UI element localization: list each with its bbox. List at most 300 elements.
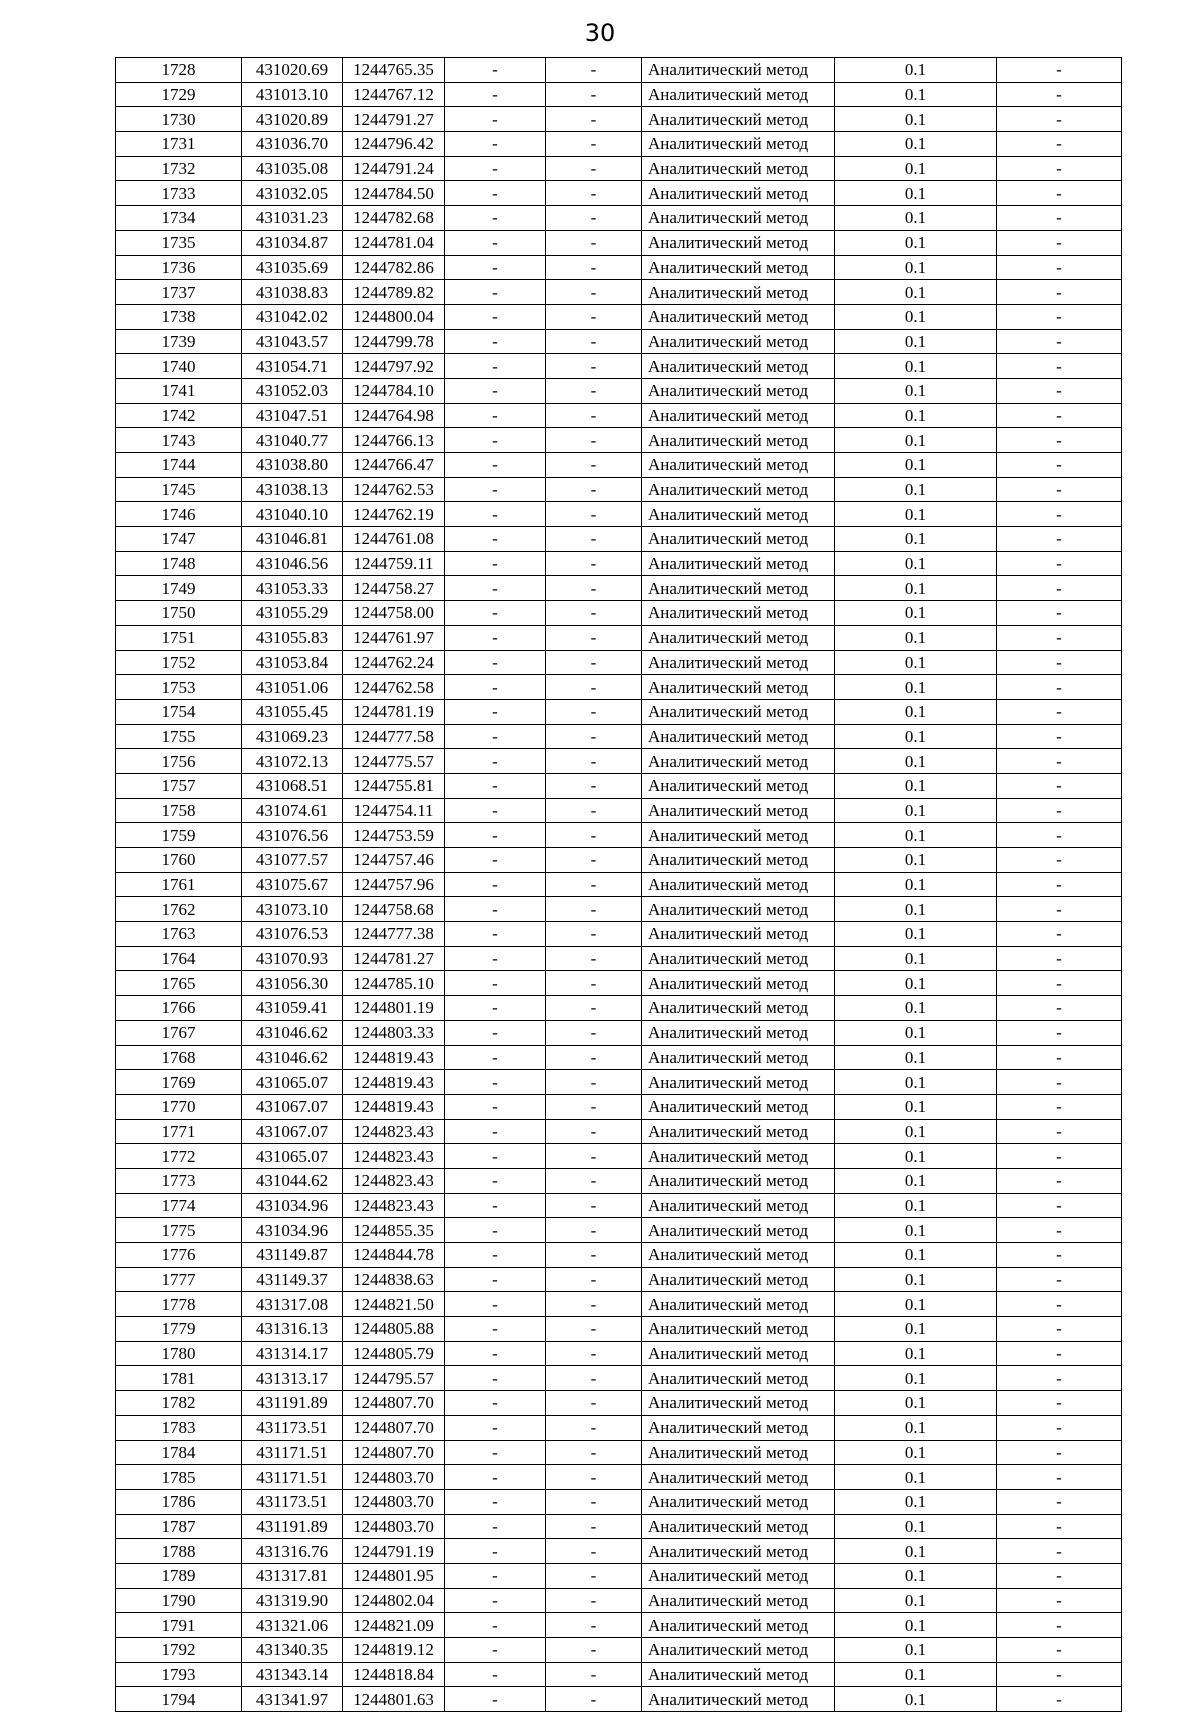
precision-cell: 0.1 bbox=[835, 946, 997, 971]
dash-cell: - bbox=[445, 650, 546, 675]
dash-cell: - bbox=[445, 1218, 546, 1243]
x-coordinate-cell: 431056.30 bbox=[242, 971, 343, 996]
x-coordinate-cell: 431035.69 bbox=[242, 255, 343, 280]
method-cell: Аналитический метод bbox=[642, 156, 835, 181]
dash-cell: - bbox=[546, 1094, 642, 1119]
page-number: 30 bbox=[584, 19, 616, 47]
precision-cell: 0.1 bbox=[835, 675, 997, 700]
dash-cell: - bbox=[445, 551, 546, 576]
dash-cell: - bbox=[445, 1070, 546, 1095]
dash-cell: - bbox=[445, 206, 546, 231]
dash-cell: - bbox=[445, 280, 546, 305]
dash-cell: - bbox=[445, 749, 546, 774]
dash-cell: - bbox=[546, 1465, 642, 1490]
precision-cell: 0.1 bbox=[835, 1119, 997, 1144]
y-coordinate-cell: 1244758.68 bbox=[343, 897, 445, 922]
dash-cell: - bbox=[546, 453, 642, 478]
method-cell: Аналитический метод bbox=[642, 971, 835, 996]
precision-cell: 0.1 bbox=[835, 1292, 997, 1317]
precision-cell: 0.1 bbox=[835, 971, 997, 996]
method-cell: Аналитический метод bbox=[642, 354, 835, 379]
dash-cell: - bbox=[997, 1391, 1122, 1416]
point-number-cell: 1780 bbox=[116, 1341, 242, 1366]
precision-cell: 0.1 bbox=[835, 1563, 997, 1588]
dash-cell: - bbox=[997, 551, 1122, 576]
y-coordinate-cell: 1244762.58 bbox=[343, 675, 445, 700]
table-row bbox=[116, 1588, 1122, 1613]
dash-cell: - bbox=[546, 1070, 642, 1095]
dash-cell: - bbox=[546, 650, 642, 675]
point-number-cell: 1773 bbox=[116, 1168, 242, 1193]
x-coordinate-cell: 431020.69 bbox=[242, 58, 343, 83]
precision-cell: 0.1 bbox=[835, 1193, 997, 1218]
precision-cell: 0.1 bbox=[835, 156, 997, 181]
dash-cell: - bbox=[445, 132, 546, 157]
x-coordinate-cell: 431316.76 bbox=[242, 1539, 343, 1564]
y-coordinate-cell: 1244762.24 bbox=[343, 650, 445, 675]
x-coordinate-cell: 431340.35 bbox=[242, 1638, 343, 1663]
table-row bbox=[116, 650, 1122, 675]
dash-cell: - bbox=[997, 82, 1122, 107]
dash-cell: - bbox=[546, 255, 642, 280]
point-number-cell: 1754 bbox=[116, 699, 242, 724]
table-row bbox=[116, 378, 1122, 403]
y-coordinate-cell: 1244764.98 bbox=[343, 403, 445, 428]
x-coordinate-cell: 431044.62 bbox=[242, 1168, 343, 1193]
x-coordinate-cell: 431316.13 bbox=[242, 1317, 343, 1342]
precision-cell: 0.1 bbox=[835, 1045, 997, 1070]
precision-cell: 0.1 bbox=[835, 1020, 997, 1045]
table-row bbox=[116, 1687, 1122, 1712]
dash-cell: - bbox=[445, 1045, 546, 1070]
dash-cell: - bbox=[445, 1687, 546, 1712]
dash-cell: - bbox=[445, 798, 546, 823]
y-coordinate-cell: 1244791.19 bbox=[343, 1539, 445, 1564]
method-cell: Аналитический метод bbox=[642, 1539, 835, 1564]
precision-cell: 0.1 bbox=[835, 107, 997, 132]
method-cell: Аналитический метод bbox=[642, 453, 835, 478]
y-coordinate-cell: 1244784.10 bbox=[343, 378, 445, 403]
table-row bbox=[116, 946, 1122, 971]
y-coordinate-cell: 1244785.10 bbox=[343, 971, 445, 996]
dash-cell: - bbox=[546, 1341, 642, 1366]
dash-cell: - bbox=[445, 378, 546, 403]
dash-cell: - bbox=[997, 996, 1122, 1021]
dash-cell: - bbox=[546, 551, 642, 576]
x-coordinate-cell: 431043.57 bbox=[242, 329, 343, 354]
x-coordinate-cell: 431068.51 bbox=[242, 773, 343, 798]
point-number-cell: 1788 bbox=[116, 1539, 242, 1564]
dash-cell: - bbox=[997, 1514, 1122, 1539]
dash-cell: - bbox=[997, 453, 1122, 478]
method-cell: Аналитический метод bbox=[642, 675, 835, 700]
dash-cell: - bbox=[997, 749, 1122, 774]
point-number-cell: 1745 bbox=[116, 477, 242, 502]
table-row bbox=[116, 1168, 1122, 1193]
method-cell: Аналитический метод bbox=[642, 1020, 835, 1045]
precision-cell: 0.1 bbox=[835, 1391, 997, 1416]
point-number-cell: 1774 bbox=[116, 1193, 242, 1218]
y-coordinate-cell: 1244823.43 bbox=[343, 1168, 445, 1193]
dash-cell: - bbox=[546, 1563, 642, 1588]
method-cell: Аналитический метод bbox=[642, 650, 835, 675]
table-row bbox=[116, 502, 1122, 527]
dash-cell: - bbox=[445, 848, 546, 873]
dash-cell: - bbox=[445, 1020, 546, 1045]
dash-cell: - bbox=[997, 724, 1122, 749]
table-row bbox=[116, 1243, 1122, 1268]
y-coordinate-cell: 1244844.78 bbox=[343, 1243, 445, 1268]
precision-cell: 0.1 bbox=[835, 1613, 997, 1638]
point-number-cell: 1748 bbox=[116, 551, 242, 576]
method-cell: Аналитический метод bbox=[642, 1243, 835, 1268]
precision-cell: 0.1 bbox=[835, 1588, 997, 1613]
method-cell: Аналитический метод bbox=[642, 625, 835, 650]
precision-cell: 0.1 bbox=[835, 897, 997, 922]
table-row bbox=[116, 527, 1122, 552]
dash-cell: - bbox=[445, 403, 546, 428]
y-coordinate-cell: 1244777.38 bbox=[343, 922, 445, 947]
y-coordinate-cell: 1244801.63 bbox=[343, 1687, 445, 1712]
table-row bbox=[116, 181, 1122, 206]
y-coordinate-cell: 1244765.35 bbox=[343, 58, 445, 83]
y-coordinate-cell: 1244782.86 bbox=[343, 255, 445, 280]
dash-cell: - bbox=[997, 1070, 1122, 1095]
x-coordinate-cell: 431191.89 bbox=[242, 1514, 343, 1539]
precision-cell: 0.1 bbox=[835, 1465, 997, 1490]
dash-cell: - bbox=[546, 1144, 642, 1169]
dash-cell: - bbox=[445, 502, 546, 527]
dash-cell: - bbox=[445, 971, 546, 996]
point-number-cell: 1791 bbox=[116, 1613, 242, 1638]
y-coordinate-cell: 1244762.19 bbox=[343, 502, 445, 527]
dash-cell: - bbox=[445, 1613, 546, 1638]
dash-cell: - bbox=[997, 1243, 1122, 1268]
x-coordinate-cell: 431054.71 bbox=[242, 354, 343, 379]
precision-cell: 0.1 bbox=[835, 132, 997, 157]
point-number-cell: 1734 bbox=[116, 206, 242, 231]
table-row bbox=[116, 1638, 1122, 1663]
dash-cell: - bbox=[546, 82, 642, 107]
point-number-cell: 1766 bbox=[116, 996, 242, 1021]
table-row bbox=[116, 329, 1122, 354]
y-coordinate-cell: 1244789.82 bbox=[343, 280, 445, 305]
dash-cell: - bbox=[546, 1193, 642, 1218]
x-coordinate-cell: 431074.61 bbox=[242, 798, 343, 823]
dash-cell: - bbox=[546, 1613, 642, 1638]
table-row bbox=[116, 58, 1122, 83]
precision-cell: 0.1 bbox=[835, 477, 997, 502]
table-row bbox=[116, 724, 1122, 749]
precision-cell: 0.1 bbox=[835, 502, 997, 527]
method-cell: Аналитический метод bbox=[642, 132, 835, 157]
method-cell: Аналитический метод bbox=[642, 230, 835, 255]
table-row bbox=[116, 1317, 1122, 1342]
precision-cell: 0.1 bbox=[835, 82, 997, 107]
dash-cell: - bbox=[546, 156, 642, 181]
point-number-cell: 1771 bbox=[116, 1119, 242, 1144]
precision-cell: 0.1 bbox=[835, 1144, 997, 1169]
table-row bbox=[116, 280, 1122, 305]
precision-cell: 0.1 bbox=[835, 699, 997, 724]
dash-cell: - bbox=[445, 156, 546, 181]
precision-cell: 0.1 bbox=[835, 403, 997, 428]
dash-cell: - bbox=[445, 1514, 546, 1539]
dash-cell: - bbox=[445, 996, 546, 1021]
x-coordinate-cell: 431341.97 bbox=[242, 1687, 343, 1712]
table-row bbox=[116, 601, 1122, 626]
y-coordinate-cell: 1244823.43 bbox=[343, 1144, 445, 1169]
x-coordinate-cell: 431035.08 bbox=[242, 156, 343, 181]
x-coordinate-cell: 431343.14 bbox=[242, 1662, 343, 1687]
precision-cell: 0.1 bbox=[835, 601, 997, 626]
method-cell: Аналитический метод bbox=[642, 1094, 835, 1119]
dash-cell: - bbox=[445, 1366, 546, 1391]
point-number-cell: 1738 bbox=[116, 304, 242, 329]
dash-cell: - bbox=[997, 897, 1122, 922]
dash-cell: - bbox=[546, 1168, 642, 1193]
point-number-cell: 1749 bbox=[116, 576, 242, 601]
y-coordinate-cell: 1244807.70 bbox=[343, 1440, 445, 1465]
dash-cell: - bbox=[546, 1218, 642, 1243]
point-number-cell: 1740 bbox=[116, 354, 242, 379]
dash-cell: - bbox=[997, 181, 1122, 206]
x-coordinate-cell: 431055.29 bbox=[242, 601, 343, 626]
dash-cell: - bbox=[445, 477, 546, 502]
y-coordinate-cell: 1244759.11 bbox=[343, 551, 445, 576]
method-cell: Аналитический метод bbox=[642, 1415, 835, 1440]
point-number-cell: 1781 bbox=[116, 1366, 242, 1391]
dash-cell: - bbox=[546, 1045, 642, 1070]
method-cell: Аналитический метод bbox=[642, 872, 835, 897]
y-coordinate-cell: 1244821.50 bbox=[343, 1292, 445, 1317]
dash-cell: - bbox=[997, 1366, 1122, 1391]
method-cell: Аналитический метод bbox=[642, 304, 835, 329]
precision-cell: 0.1 bbox=[835, 922, 997, 947]
y-coordinate-cell: 1244758.27 bbox=[343, 576, 445, 601]
table-row bbox=[116, 699, 1122, 724]
dash-cell: - bbox=[445, 724, 546, 749]
x-coordinate-cell: 431171.51 bbox=[242, 1440, 343, 1465]
point-number-cell: 1753 bbox=[116, 675, 242, 700]
dash-cell: - bbox=[445, 1243, 546, 1268]
dash-cell: - bbox=[546, 428, 642, 453]
method-cell: Аналитический метод bbox=[642, 946, 835, 971]
dash-cell: - bbox=[445, 329, 546, 354]
method-cell: Аналитический метод bbox=[642, 773, 835, 798]
point-number-cell: 1735 bbox=[116, 230, 242, 255]
y-coordinate-cell: 1244781.04 bbox=[343, 230, 445, 255]
x-coordinate-cell: 431173.51 bbox=[242, 1489, 343, 1514]
x-coordinate-cell: 431313.17 bbox=[242, 1366, 343, 1391]
y-coordinate-cell: 1244757.96 bbox=[343, 872, 445, 897]
point-number-cell: 1772 bbox=[116, 1144, 242, 1169]
point-number-cell: 1759 bbox=[116, 823, 242, 848]
x-coordinate-cell: 431076.56 bbox=[242, 823, 343, 848]
table-row bbox=[116, 1193, 1122, 1218]
dash-cell: - bbox=[445, 625, 546, 650]
x-coordinate-cell: 431070.93 bbox=[242, 946, 343, 971]
table-row bbox=[116, 1094, 1122, 1119]
point-number-cell: 1730 bbox=[116, 107, 242, 132]
method-cell: Аналитический метод bbox=[642, 181, 835, 206]
dash-cell: - bbox=[546, 206, 642, 231]
x-coordinate-cell: 431077.57 bbox=[242, 848, 343, 873]
dash-cell: - bbox=[546, 1391, 642, 1416]
dash-cell: - bbox=[997, 255, 1122, 280]
x-coordinate-cell: 431069.23 bbox=[242, 724, 343, 749]
y-coordinate-cell: 1244819.12 bbox=[343, 1638, 445, 1663]
point-number-cell: 1764 bbox=[116, 946, 242, 971]
table-row bbox=[116, 403, 1122, 428]
y-coordinate-cell: 1244799.78 bbox=[343, 329, 445, 354]
method-cell: Аналитический метод bbox=[642, 1514, 835, 1539]
precision-cell: 0.1 bbox=[835, 773, 997, 798]
dash-cell: - bbox=[546, 823, 642, 848]
x-coordinate-cell: 431191.89 bbox=[242, 1391, 343, 1416]
dash-cell: - bbox=[997, 1687, 1122, 1712]
point-number-cell: 1790 bbox=[116, 1588, 242, 1613]
x-coordinate-cell: 431051.06 bbox=[242, 675, 343, 700]
dash-cell: - bbox=[546, 1662, 642, 1687]
dash-cell: - bbox=[445, 601, 546, 626]
x-coordinate-cell: 431055.45 bbox=[242, 699, 343, 724]
dash-cell: - bbox=[445, 1662, 546, 1687]
dash-cell: - bbox=[445, 1119, 546, 1144]
point-number-cell: 1777 bbox=[116, 1267, 242, 1292]
precision-cell: 0.1 bbox=[835, 1070, 997, 1095]
y-coordinate-cell: 1244762.53 bbox=[343, 477, 445, 502]
precision-cell: 0.1 bbox=[835, 1662, 997, 1687]
point-number-cell: 1756 bbox=[116, 749, 242, 774]
dash-cell: - bbox=[546, 1243, 642, 1268]
precision-cell: 0.1 bbox=[835, 996, 997, 1021]
dash-cell: - bbox=[546, 58, 642, 83]
x-coordinate-cell: 431040.77 bbox=[242, 428, 343, 453]
x-coordinate-cell: 431065.07 bbox=[242, 1070, 343, 1095]
method-cell: Аналитический метод bbox=[642, 1119, 835, 1144]
dash-cell: - bbox=[546, 280, 642, 305]
x-coordinate-cell: 431036.70 bbox=[242, 132, 343, 157]
x-coordinate-cell: 431040.10 bbox=[242, 502, 343, 527]
dash-cell: - bbox=[445, 1267, 546, 1292]
point-number-cell: 1737 bbox=[116, 280, 242, 305]
x-coordinate-cell: 431173.51 bbox=[242, 1415, 343, 1440]
dash-cell: - bbox=[997, 1267, 1122, 1292]
dash-cell: - bbox=[546, 675, 642, 700]
method-cell: Аналитический метод bbox=[642, 1440, 835, 1465]
dash-cell: - bbox=[997, 872, 1122, 897]
point-number-cell: 1739 bbox=[116, 329, 242, 354]
dash-cell: - bbox=[997, 650, 1122, 675]
dash-cell: - bbox=[445, 1638, 546, 1663]
point-number-cell: 1761 bbox=[116, 872, 242, 897]
point-number-cell: 1731 bbox=[116, 132, 242, 157]
table-row bbox=[116, 798, 1122, 823]
table-row bbox=[116, 675, 1122, 700]
dash-cell: - bbox=[546, 1539, 642, 1564]
precision-cell: 0.1 bbox=[835, 280, 997, 305]
table-row bbox=[116, 1539, 1122, 1564]
dash-cell: - bbox=[445, 1094, 546, 1119]
precision-cell: 0.1 bbox=[835, 1168, 997, 1193]
point-number-cell: 1746 bbox=[116, 502, 242, 527]
dash-cell: - bbox=[997, 823, 1122, 848]
dash-cell: - bbox=[546, 477, 642, 502]
dash-cell: - bbox=[546, 922, 642, 947]
precision-cell: 0.1 bbox=[835, 1489, 997, 1514]
point-number-cell: 1765 bbox=[116, 971, 242, 996]
method-cell: Аналитический метод bbox=[642, 1391, 835, 1416]
dash-cell: - bbox=[445, 1391, 546, 1416]
y-coordinate-cell: 1244803.70 bbox=[343, 1489, 445, 1514]
y-coordinate-cell: 1244754.11 bbox=[343, 798, 445, 823]
method-cell: Аналитический метод bbox=[642, 1613, 835, 1638]
method-cell: Аналитический метод bbox=[642, 1168, 835, 1193]
y-coordinate-cell: 1244818.84 bbox=[343, 1662, 445, 1687]
table-row bbox=[116, 773, 1122, 798]
y-coordinate-cell: 1244805.88 bbox=[343, 1317, 445, 1342]
x-coordinate-cell: 431038.13 bbox=[242, 477, 343, 502]
dash-cell: - bbox=[546, 1119, 642, 1144]
table-row bbox=[116, 428, 1122, 453]
table-row bbox=[116, 1144, 1122, 1169]
dash-cell: - bbox=[445, 946, 546, 971]
precision-cell: 0.1 bbox=[835, 230, 997, 255]
table-row bbox=[116, 576, 1122, 601]
dash-cell: - bbox=[445, 1465, 546, 1490]
table-row bbox=[116, 1267, 1122, 1292]
dash-cell: - bbox=[997, 1539, 1122, 1564]
y-coordinate-cell: 1244855.35 bbox=[343, 1218, 445, 1243]
table-row bbox=[116, 922, 1122, 947]
point-number-cell: 1751 bbox=[116, 625, 242, 650]
point-number-cell: 1763 bbox=[116, 922, 242, 947]
dash-cell: - bbox=[997, 58, 1122, 83]
dash-cell: - bbox=[445, 354, 546, 379]
table-row bbox=[116, 1391, 1122, 1416]
precision-cell: 0.1 bbox=[835, 329, 997, 354]
method-cell: Аналитический метод bbox=[642, 724, 835, 749]
point-number-cell: 1775 bbox=[116, 1218, 242, 1243]
x-coordinate-cell: 431149.37 bbox=[242, 1267, 343, 1292]
y-coordinate-cell: 1244781.27 bbox=[343, 946, 445, 971]
y-coordinate-cell: 1244796.42 bbox=[343, 132, 445, 157]
x-coordinate-cell: 431067.07 bbox=[242, 1119, 343, 1144]
dash-cell: - bbox=[445, 699, 546, 724]
method-cell: Аналитический метод bbox=[642, 922, 835, 947]
method-cell: Аналитический метод bbox=[642, 1144, 835, 1169]
dash-cell: - bbox=[997, 329, 1122, 354]
dash-cell: - bbox=[997, 1465, 1122, 1490]
dash-cell: - bbox=[445, 1489, 546, 1514]
point-number-cell: 1744 bbox=[116, 453, 242, 478]
dash-cell: - bbox=[546, 329, 642, 354]
dash-cell: - bbox=[546, 1292, 642, 1317]
method-cell: Аналитический метод bbox=[642, 1218, 835, 1243]
point-number-cell: 1729 bbox=[116, 82, 242, 107]
y-coordinate-cell: 1244807.70 bbox=[343, 1415, 445, 1440]
dash-cell: - bbox=[997, 206, 1122, 231]
precision-cell: 0.1 bbox=[835, 304, 997, 329]
method-cell: Аналитический метод bbox=[642, 1317, 835, 1342]
method-cell: Аналитический метод bbox=[642, 1662, 835, 1687]
precision-cell: 0.1 bbox=[835, 1094, 997, 1119]
coordinates-table bbox=[115, 57, 1122, 1712]
table-row bbox=[116, 304, 1122, 329]
dash-cell: - bbox=[997, 1317, 1122, 1342]
dash-cell: - bbox=[445, 576, 546, 601]
